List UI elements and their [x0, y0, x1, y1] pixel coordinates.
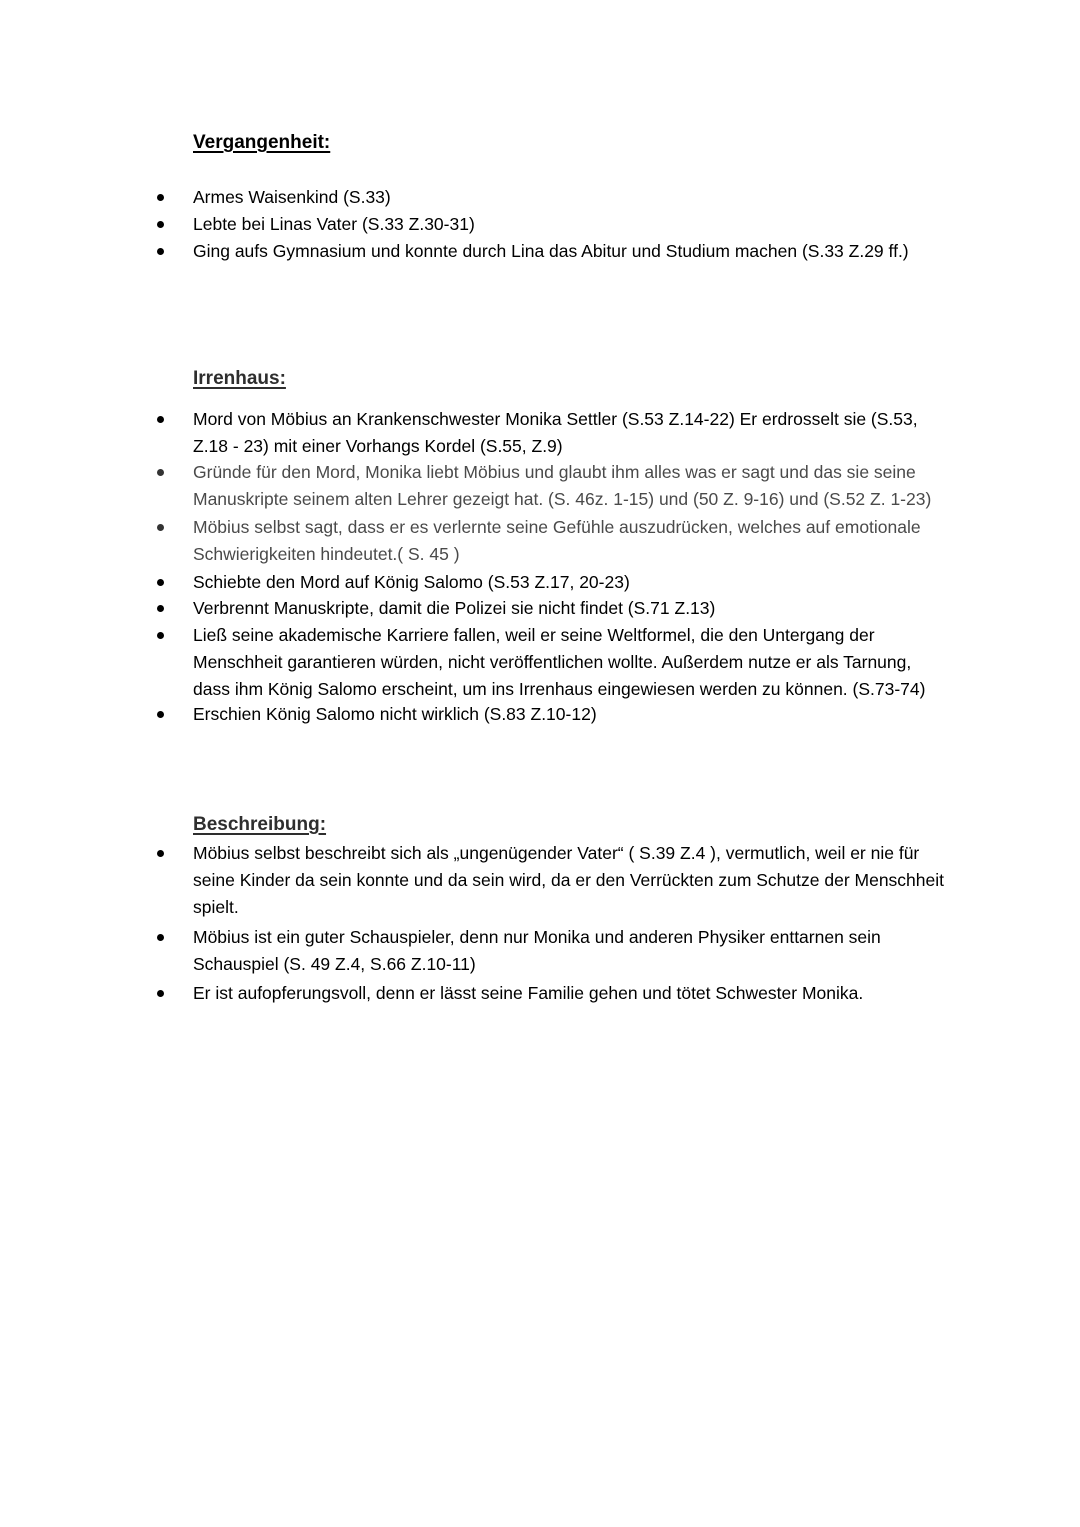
bullet-icon — [157, 194, 164, 201]
list-item: Mord von Möbius an Krankenschwester Monika Settler (S.53 Z.14-22) Er erdrosselt sie (S.53, Z.18 - 23) mit einer Vorhangs Kordel (S.55, Z.9) — [0, 406, 953, 460]
bullet-icon — [157, 605, 164, 612]
list-item: Erschien König Salomo nicht wirklich (S.83 Z.10-12) — [0, 701, 953, 728]
bullet-icon — [157, 579, 164, 586]
section-heading: Vergangenheit: — [193, 132, 331, 153]
list-item: Verbrennt Manuskripte, damit die Polizei sie nicht findet (S.71 Z.13) — [0, 595, 953, 622]
bullet-icon — [157, 990, 164, 997]
list-item: Ließ seine akademische Karriere fallen, weil er seine Weltformel, die den Untergang der Menschheit garantieren würden, nicht veröffentlichen wollte. Außerdem nutze er als Tarnung, dass ihm König Salomo erscheint, um ins Irrenhaus eingewiesen werden zu können. (S.73-74) — [0, 622, 953, 703]
bullet-icon — [157, 469, 164, 476]
bullet-icon — [157, 632, 164, 639]
list-item: Lebte bei Linas Vater (S.33 Z.30-31) — [0, 211, 953, 238]
list-item: Armes Waisenkind (S.33) — [0, 184, 953, 211]
bullet-list — [0, 406, 1080, 729]
bullet-icon — [157, 524, 164, 531]
bullet-list — [0, 184, 1080, 266]
list-item: Möbius selbst beschreibt sich als „ungenügender Vater“ ( S.39 Z.4 ), vermutlich, weil er nie für seine Kinder da sein konnte und da sein wird, da er den Verrückten zum Schutze der Menschheit spielt. — [0, 840, 953, 921]
bullet-icon — [157, 934, 164, 941]
bullet-icon — [157, 221, 164, 228]
bullet-list — [0, 840, 1080, 1008]
list-item: Er ist aufopferungsvoll, denn er lässt seine Familie gehen und tötet Schwester Monika. — [0, 980, 953, 1007]
list-item: Schiebte den Mord auf König Salomo (S.53 Z.17, 20-23) — [0, 569, 953, 596]
list-item: Ging aufs Gymnasium und konnte durch Lina das Abitur und Studium machen (S.33 Z.29 ff.) — [0, 238, 953, 265]
list-item: Möbius selbst sagt, dass er es verlernte seine Gefühle auszudrücken, welches auf emotionale Schwierigkeiten hindeutet.( S. 45 ) — [0, 514, 953, 568]
list-item: Möbius ist ein guter Schauspieler, denn nur Monika und anderen Physiker enttarnen sein Schauspiel (S. 49 Z.4, S.66 Z.10-11) — [0, 924, 953, 978]
section-heading: Beschreibung: — [193, 814, 327, 835]
bullet-icon — [157, 416, 164, 423]
bullet-icon — [157, 850, 164, 857]
bullet-icon — [157, 248, 164, 255]
list-item: Gründe für den Mord, Monika liebt Möbius und glaubt ihm alles was er sagt und das sie seine Manuskripte seinem alten Lehrer gezeigt hat. (S. 46z. 1-15) und (50 Z. 9-16) und (S.52 Z. 1-23) — [0, 459, 953, 513]
bullet-icon — [157, 711, 164, 718]
section-heading: Irrenhaus: — [193, 368, 286, 389]
